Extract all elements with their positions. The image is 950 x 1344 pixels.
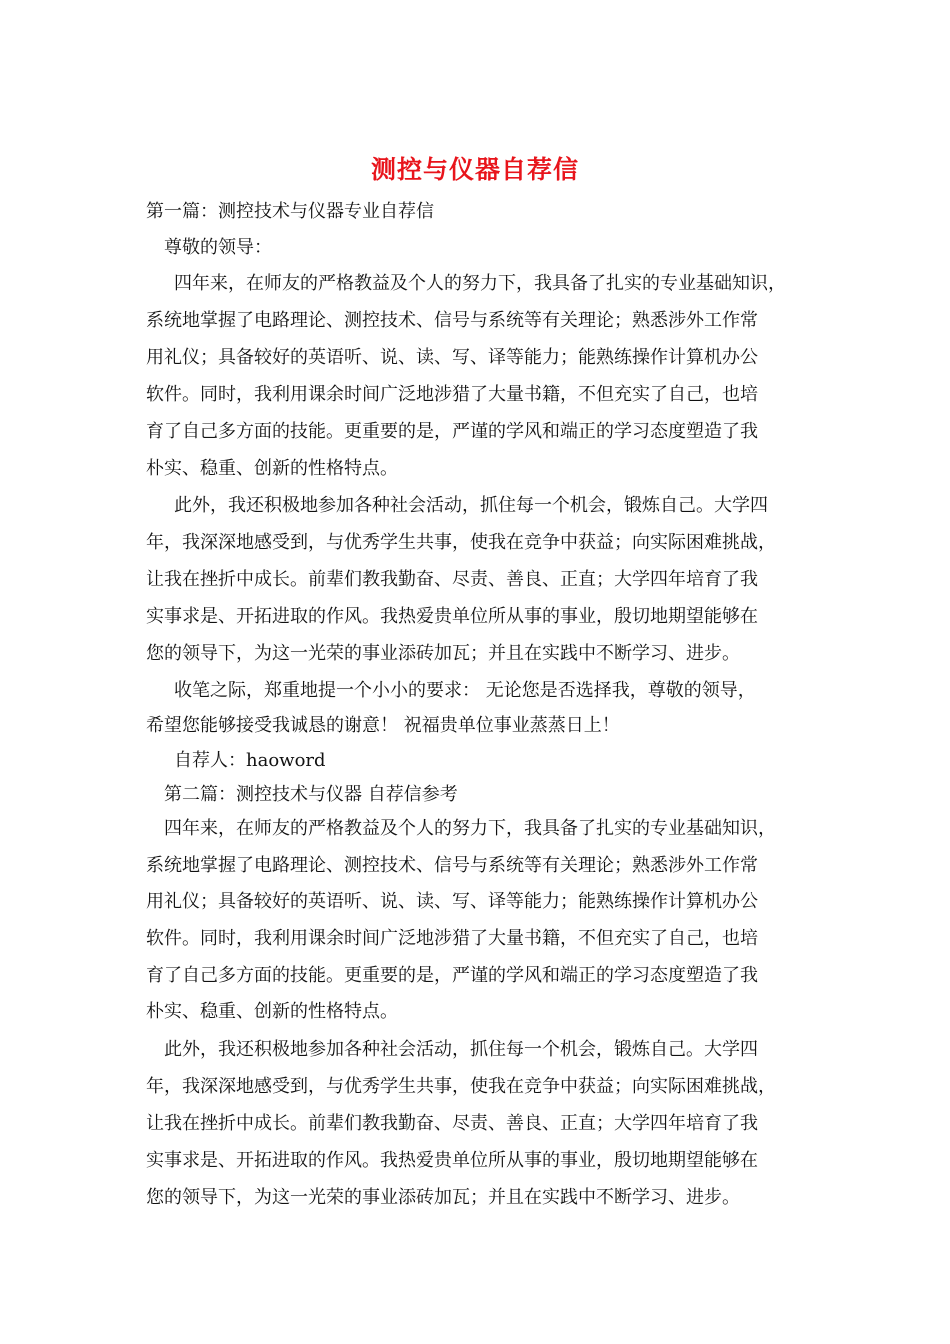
- body-line: 您的领导下，为这一光荣的事业添砖加瓦；并且在实践中不断学习、进步。: [146, 1187, 740, 1208]
- body-line: 让我在挫折中成长。前辈们教我勤奋、尽责、善良、正直；大学四年培育了我: [146, 1113, 758, 1134]
- body-line: 系统地掌握了电路理论、测控技术、信号与系统等有关理论；熟悉涉外工作常: [146, 855, 758, 876]
- body-line: 四年来，在师友的严格教益及个人的努力下，我具备了扎实的专业基础知识，: [164, 818, 776, 839]
- signature-line: 自荐人：haoword: [174, 750, 326, 771]
- body-line: 实事求是、开拓进取的作风。我热爱贵单位所从事的事业，殷切地期望能够在: [146, 1150, 758, 1171]
- body-line: 软件。同时，我利用课余时间广泛地涉猎了大量书籍，不但充实了自己，也培: [146, 384, 758, 405]
- body-line: 用礼仪；具备较好的英语听、说、读、写、译等能力；能熟练操作计算机办公: [146, 891, 758, 912]
- body-line: 朴实、稳重、创新的性格特点。: [146, 1001, 398, 1022]
- body-line: 实事求是、开拓进取的作风。我热爱贵单位所从事的事业，殷切地期望能够在: [146, 606, 758, 627]
- body-line: 此外，我还积极地参加各种社会活动，抓住每一个机会，锻炼自己。大学四: [164, 1039, 758, 1060]
- body-line: 您的领导下，为这一光荣的事业添砖加瓦；并且在实践中不断学习、进步。: [146, 643, 740, 664]
- body-line: 软件。同时，我利用课余时间广泛地涉猎了大量书籍，不但充实了自己，也培: [146, 928, 758, 949]
- section-heading-2: 第二篇：测控技术与仪器 自荐信参考: [164, 784, 458, 805]
- salutation: 尊敬的领导：: [164, 237, 272, 258]
- body-line: 育了自己多方面的技能。更重要的是，严谨的学风和端正的学习态度塑造了我: [146, 965, 758, 986]
- body-line: 年，我深深地感受到，与优秀学生共事，使我在竞争中获益；向实际困难挑战，: [146, 1076, 776, 1097]
- body-line: 朴实、稳重、创新的性格特点。: [146, 458, 398, 479]
- body-line: 此外，我还积极地参加各种社会活动，抓住每一个机会，锻炼自己。大学四: [174, 495, 768, 516]
- body-line: 用礼仪；具备较好的英语听、说、读、写、译等能力；能熟练操作计算机办公: [146, 347, 758, 368]
- body-line: 四年来，在师友的严格教益及个人的努力下，我具备了扎实的专业基础知识，: [174, 273, 786, 294]
- body-line: 系统地掌握了电路理论、测控技术、信号与系统等有关理论；熟悉涉外工作常: [146, 310, 758, 331]
- body-line: 年，我深深地感受到，与优秀学生共事，使我在竞争中获益；向实际困难挑战，: [146, 532, 776, 553]
- section-heading-1: 第一篇：测控技术与仪器专业自荐信: [146, 201, 434, 222]
- document-title: 测控与仪器自荐信: [370, 155, 579, 184]
- body-line: 让我在挫折中成长。前辈们教我勤奋、尽责、善良、正直；大学四年培育了我: [146, 569, 758, 590]
- body-line: 收笔之际，郑重地提一个小小的要求： 无论您是否选择我，尊敬的领导，: [174, 680, 756, 701]
- body-line: 希望您能够接受我诚恳的谢意！ 祝福贵单位事业蒸蒸日上！: [146, 715, 620, 736]
- body-line: 育了自己多方面的技能。更重要的是，严谨的学风和端正的学习态度塑造了我: [146, 421, 758, 442]
